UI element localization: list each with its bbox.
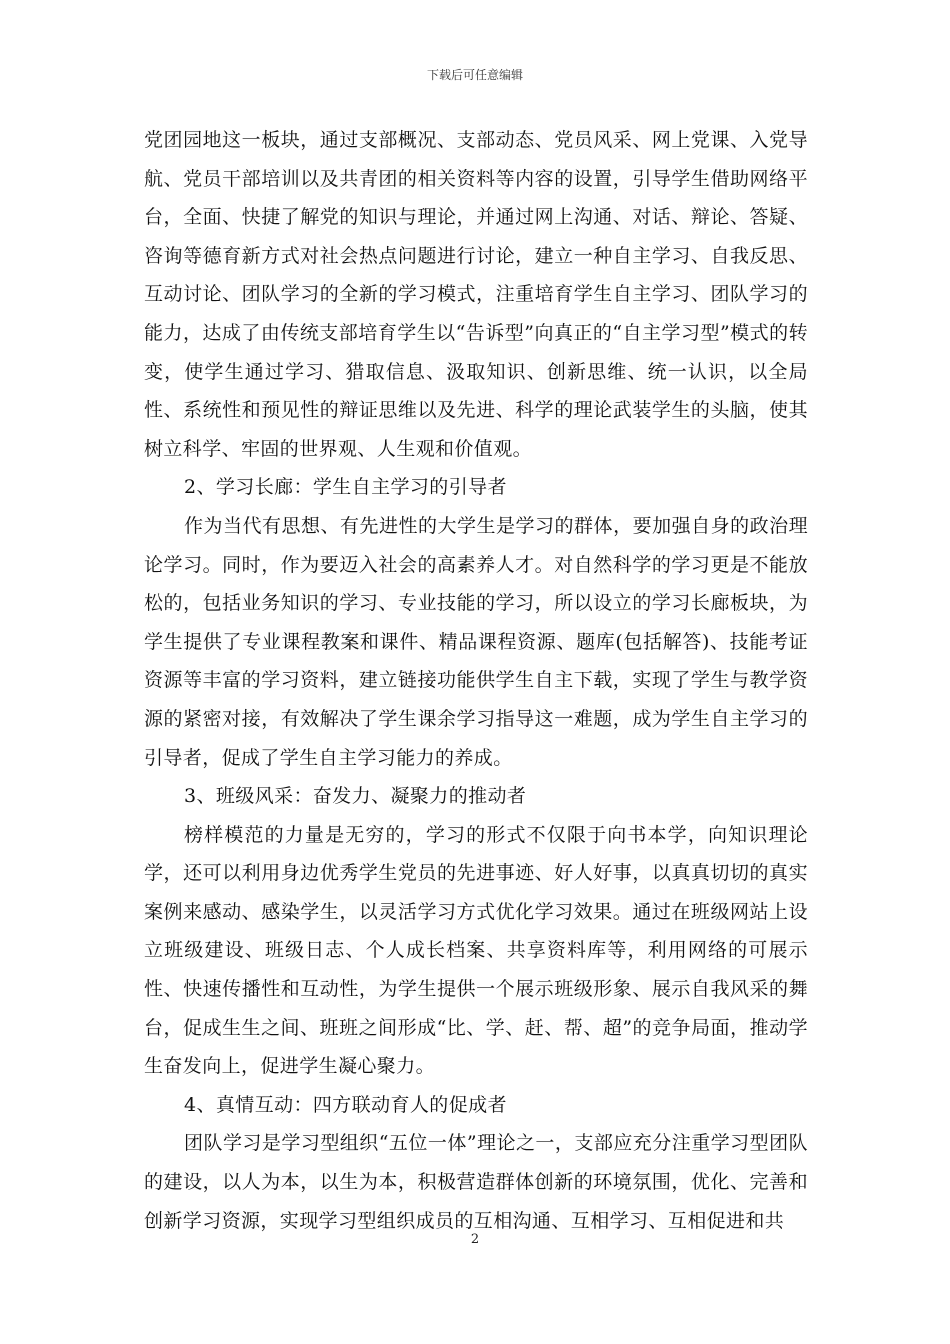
paragraph-study-gallery: 作为当代有思想、有先进性的大学生是学习的群体，要加强自身的政治理论学习。同时，作为要迈入社会的高素养人才。对自然科学的学习更是不能放松的，包括业务知识的学习、专业技能的学习，所以设立的学习长廊板块，为学生提供了专业课程教案和课件、精品课程资源、题库(包括解答)、技能考证资源等丰富的学习资料，建立链接功能供学生自主下载，实现了学生与教学资源的紧密对接，有效解决了学生课余学习指导这一难题，成为学生自主学习的引导者，促成了学生自主学习能力的养成。 bbox=[144, 514, 808, 769]
paragraph-party-garden: 党团园地这一板块，通过支部概况、支部动态、党员风采、网上党课、入党导航、党员干部培训以及共青团的相关资料等内容的设置，引导学生借助网络平台，全面、快捷了解党的知识与理论，并通过网上沟通、对话、辩论、答疑、咨询等德育新方式对社会热点问题进行讨论，建立一种自主学习、自我反思、互动讨论、团队学习的全新的学习模式，注重培育学生自主学习、团队学习的能力，达成了由传统支部培育学生以“告诉型”向真正的“自主学习型”模式的转变，使学生通过学习、猎取信息、汲取知识、创新思维、统一认识，以全局性、系统性和预见性的辩证思维以及先进、科学的理论武装学生的头脑，使其树立科学、牢固的世界观、人生观和价值观。 bbox=[144, 129, 808, 460]
document-body bbox=[144, 121, 808, 1240]
section-heading-class-style: 3、班级风采：奋发力、凝聚力的推动者 bbox=[184, 785, 527, 808]
paragraph-interaction: 团队学习是学习型组织“五位一体”理论之一，支部应充分注重学习型团队的建设，以人为本，以生为本，积极营造群体创新的环境氛围，优化、完善和创新学习资源，实现学习型组织成员的互相沟通、互相学习、互相促进和共 bbox=[144, 1132, 808, 1232]
section-heading-study-gallery: 2、学习长廊：学生自主学习的引导者 bbox=[184, 476, 507, 499]
page-number: 2 bbox=[470, 1232, 480, 1247]
paragraph-class-style: 榜样模范的力量是无穷的，学习的形式不仅限于向书本学，向知识理论学，还可以利用身边优秀学生党员的先进事迹、好人好事，以真真切切的真实案例来感动、感染学生，以灵活学习方式优化学习效果。通过在班级网站上设立班级建设、班级日志、个人成长档案、共享资料库等，利用网络的可展示性、快速传播性和互动性，为学生提供一个展示班级形象、展示自我风采的舞台，促成生生之间、班班之间形成“比、学、赶、帮、超”的竞争局面，推动学生奋发向上，促进学生凝心聚力。 bbox=[144, 823, 808, 1078]
section-heading-interaction: 4、真情互动：四方联动育人的促成者 bbox=[184, 1093, 507, 1116]
page-header: 下载后可任意编辑 bbox=[426, 68, 523, 82]
